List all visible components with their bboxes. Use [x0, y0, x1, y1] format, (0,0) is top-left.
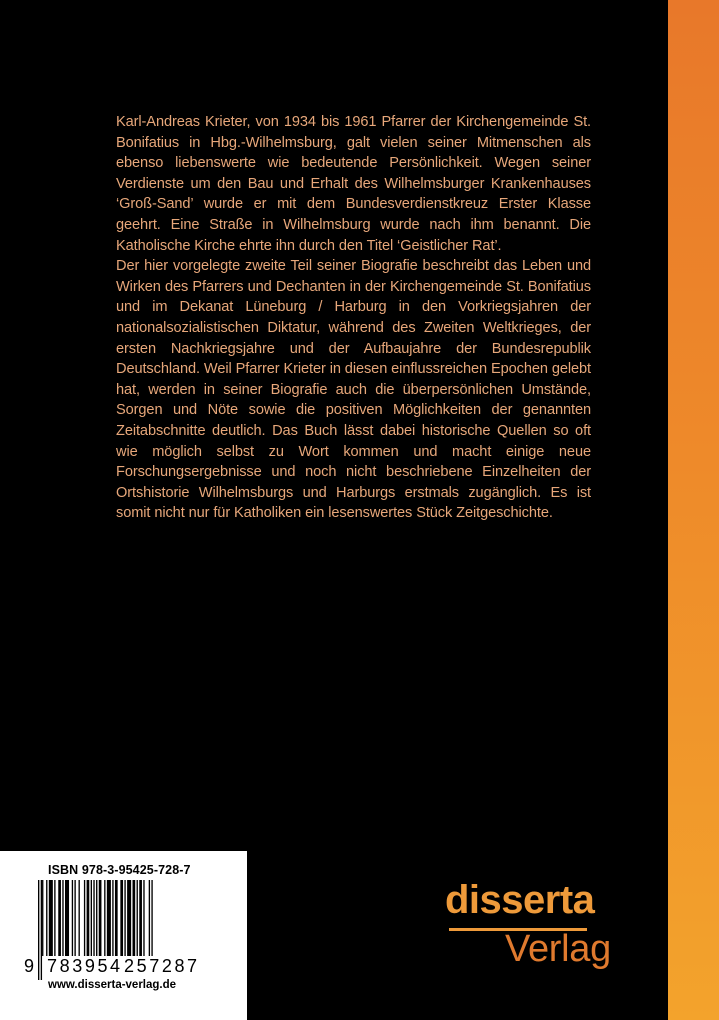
blurb-paragraph-1: Karl-Andreas Krieter, von 1934 bis 1961 Pfarrer der Kirchengemeinde St. Bonifatius in Hbg.-Wilhelmsburg, galt vielen seiner Mitmenschen als ebenso liebenswerte wie bedeutende Persönlichkeit. Wegen seiner Verdienste um den Bau und Erhalt des Wilhelmsburger Krankenhauses ‘Groß-Sand’ wurde er mit dem Bundesverdienstkreuz Erster Klasse geehrt. Eine Straße in Wilhelmsburg wurde nach ihm benannt. Die Katholische Kirche ehrte ihn durch den Titel ‘Geistlicher Rat’.	[116, 114, 591, 254]
publisher-logo-verlag: Verlag	[505, 928, 611, 970]
publisher-website: www.disserta-verlag.de	[48, 979, 177, 991]
spine-stripe	[668, 0, 719, 1020]
blurb-paragraph-2: Der hier vorgelegte zweite Teil seiner Biografie beschreibt das Leben und Wirken des Pfarrers und Dechanten in der Kirchengemeinde St. Bonifatius und im Dekanat Lüneburg / Harburg in den Vorkriegsjahren der nationalsozialistischen Diktatur, während des Zweiten Weltkrieges, der ersten Nachkriegsjahre und der Aufbaujahre der Bundesrepublik Deutschland. Weil Pfarrer Krieter in diesen einflussreichen Epochen gelebt hat, werden in seiner Biografie auch die überpersönlichen Umstände, Sorgen und Nöte sowie die positiven Möglichkeiten der genannten Zeitabschnitte deutlich. Das Buch lässt dabei historische Quellen so oft wie möglich selbst zu Wort kommen und macht einige neue Forschungsergebnisse und noch nicht beschriebene Einzelheiten der Ortshistorie Wilhelmsburgs und Harburgs erstmals zugänglich. Es ist somit nicht nur für Katholiken ein lesenswertes Stück Zeitgeschichte.	[116, 258, 591, 522]
barcode-digits-left: 783954	[47, 956, 123, 976]
back-cover-blurb	[116, 112, 591, 524]
barcode-digit-first: 9	[24, 956, 37, 976]
barcode-panel	[0, 851, 247, 1020]
barcode-digits-right: 257287	[124, 956, 200, 976]
isbn-label: ISBN 978-3-95425-728-7	[48, 863, 191, 877]
publisher-logo-name: disserta	[445, 878, 595, 922]
